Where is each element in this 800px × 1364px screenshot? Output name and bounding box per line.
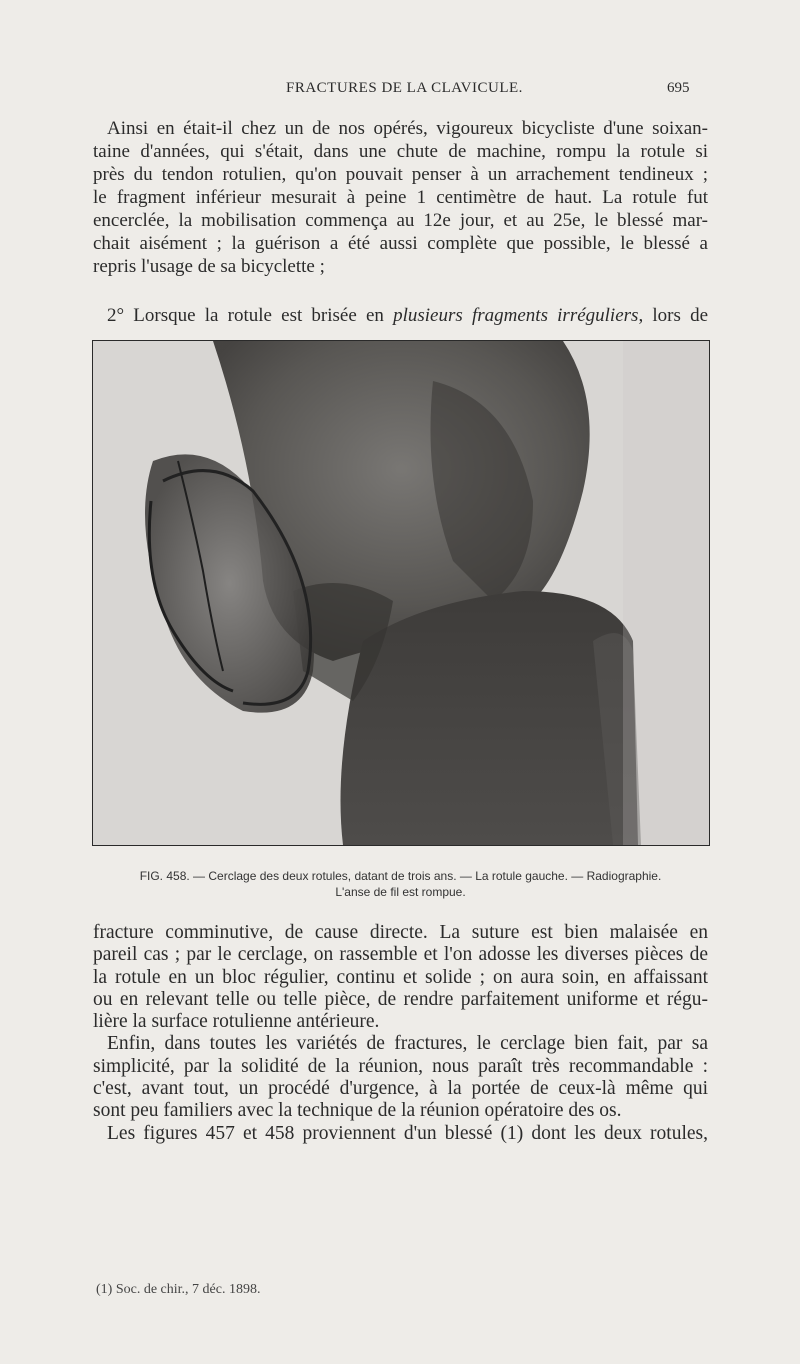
- footnote: (1) Soc. de chir., 7 déc. 1898.: [96, 1282, 261, 1297]
- text-line: le fragment inférieur mesurait à peine 1 centimètre de haut. La rotule fut: [93, 187, 708, 208]
- text-line: Les figures 457 et 458 proviennent d'un blessé (1) dont les deux rotules,: [107, 1122, 708, 1144]
- text-run: , lors de: [638, 305, 708, 326]
- text-line: chait aisément ; la guérison a été aussi complète que possible, le blessé a: [93, 233, 708, 254]
- text-line: lière la surface rotulienne antérieure.: [93, 1011, 380, 1033]
- text-line: simplicité, par la solidité de la réunion, nous paraît très recommandable :: [93, 1055, 708, 1077]
- radiograph-figure: [92, 340, 710, 846]
- paragraph-2: [93, 304, 708, 327]
- paragraph-1: [93, 117, 708, 278]
- text-line: repris l'usage de sa bicyclette ;: [93, 256, 325, 277]
- text-line: près du tendon rotulien, qu'on pouvait penser à un arrachement tendineux ;: [93, 164, 708, 185]
- caption-line: L'anse de fil est rompue.: [335, 885, 466, 899]
- text-line: c'est, avant tout, un procédé d'urgence, à la portée de ceux-là même qui: [93, 1078, 708, 1100]
- text-line: Ainsi en était-il chez un de nos opérés, vigoureux bicycliste d'une soixan-: [107, 118, 708, 139]
- text-line: encerclée, la mobilisation commença au 12e jour, et au 25e, le blessé mar-: [93, 210, 708, 231]
- text-line: Enfin, dans toutes les variétés de fractures, le cerclage bien fait, par sa: [107, 1033, 708, 1055]
- text-line: taine d'années, qui s'était, dans une chute de machine, rompu la rotule si: [93, 141, 708, 162]
- text-line: ou en relevant telle ou telle pièce, de rendre parfaitement uniforme et régu-: [93, 988, 708, 1010]
- paragraph-3: [93, 922, 708, 1145]
- running-title: FRACTURES DE LA CLAVICULE.: [286, 80, 523, 96]
- page-header: [0, 80, 800, 104]
- italic-text: plusieurs fragments irréguliers: [393, 305, 639, 326]
- text-run: 2° Lorsque la rotule est brisée en: [107, 305, 394, 326]
- figure-caption: [93, 868, 708, 900]
- text-line: pareil cas ; par le cerclage, on rassemble et l'on adosse les diverses pièces de: [93, 944, 708, 966]
- text-line: fracture comminutive, de cause directe. La suture est bien malaisée en: [93, 922, 708, 943]
- text-line: sont peu familiers avec la technique de la réunion opératoire des os.: [93, 1100, 622, 1122]
- radiograph-image: [93, 341, 709, 845]
- text-line: la rotule en un bloc régulier, continu et solide ; on aura soin, en affaissant: [93, 966, 708, 988]
- page-number: 695: [667, 80, 690, 96]
- caption-line: FIG. 458. — Cerclage des deux rotules, datant de trois ans. — La rotule gauche. — Radiographie.: [139, 869, 662, 883]
